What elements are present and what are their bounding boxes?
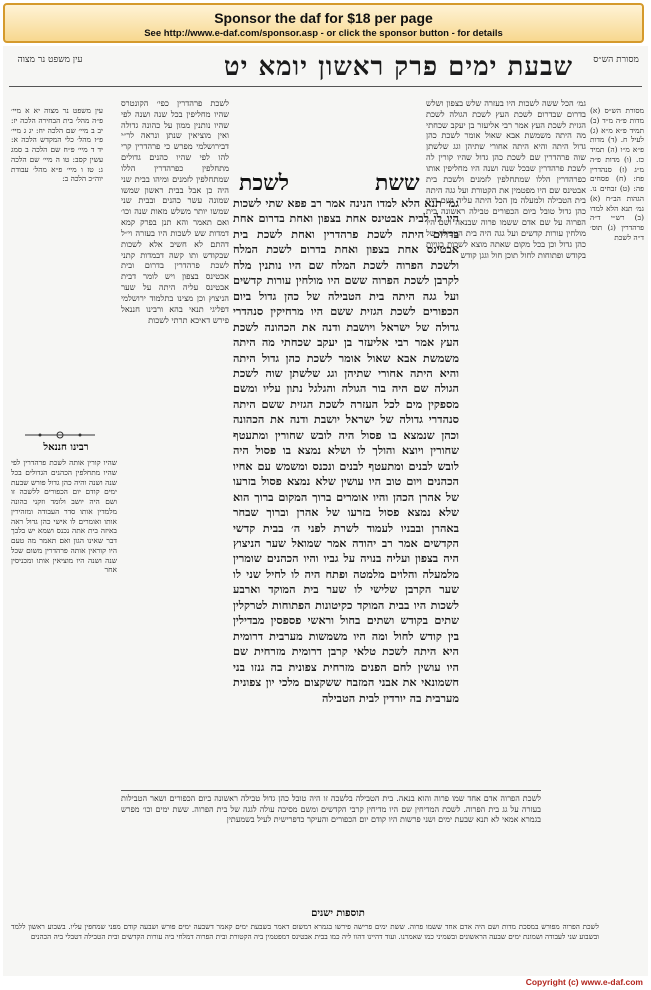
rabbenu-chananel-title: רבינו חננאל [43, 442, 89, 453]
tosafot-commentary: לשכת פרהדרין כפי׳ הקונטרס שהיו מחליפין בכל שנה ושנה לפי שהיו נותנין ממון על כהונה גדולה ואין מוציאין שנתן ונראה לר״י דבירושלמי מפרש כי פרהדרין קרי להו לפי שהיו כהנים גדולים מתחלפין כפרהדרין הללו שמתחלפין לזמנים ומיהו בבית שני היה כן אבל בבית ראשון שמשו שמונה עשר כהנים ובבית שני שמשו יותר משלש מאות שנה וכו׳ ואם תאמר והא תנן בפרק קמא דמדות שש לשכות היו בעזרה וי״ל דהתם לא חשיב אלא לשכות שבקודש ותו קשה דבמדות קתני לשכת פרהדרין בדרום ובית אבטינס בצפון ויש לומר דבית אבטינס עליה היתה על שער הניצוץ וכן מצינו בתלמוד ירושלמי דפליגי תנאי בהא ורבינו חננאל פירש דאיכא תרתי לשכות [121, 98, 229, 325]
ornament-divider [25, 430, 95, 440]
tosafot-yeshanim-title: תוספות ישנים [311, 908, 365, 919]
sponsor-banner-subtitle: See http://www.e-daf.com/sponsor.asp - or click the sponsor button - for details [144, 28, 503, 39]
gemara-text: גמ׳ תנא הלא למדו הנינה אמר רב פפא שתי לשכות היו לו לבית אבטינס אחת בצפון ואחת בדרום אחת בדרום היתה לשכת פרהדרין ואחת לשכת בית אבטינס אחת בצפון ואחת בדרום לשכת המלח ולשכת הפרוה לשכת המלח שם היו נותנין מלח לקרבן לשכת הפרוה ששם היו מולחין עורות קדשים ועל גגה היתה בית הטבילה של כהן גדול ביום הכפורים לשכת הגזית ששם היו מרחיקין סנהדרי גדולה של ישראל ויושבת ודנה את הכהונה לשכת העץ אמר רבי אליעזר בן יעקב שכחתי מה היתה משמשת אבא שאול אומר לשכת כהן גדול היתה והיא היתה אחורי שתיהן וגג שלשתן שוה לשכת הגולה שם היה בור הגולה והגלגל נתון עליו ומשם מספקין מים לכל העזרה לשכת הגזית ששם היתה סנהדרי גדולה של ישראל יושבת ודנה את הכהונה וכהן שנמצא בו פסול היה לובש שחורין ומתעטף שחורין ויוצא והולך לו ושלא נמצא בו פסול היה לובש לבנים ומתעטף לבנים ונכנס ומשמש עם אחיו הכהנים ויום טוב היו עושין שלא נמצא פסול בזרעו של אהרן הכהן והיו אומרים ברוך המקום ברוך הוא שלא נמצא פסול בזרעו של אהרן וברוך שבחר באהרן ובבניו לעמוד לשרת לפני ה׳ בבית קדשי הקדשים אמר רב יהודה אמר שמואל שער הניצוץ היה בצפון ועליה בנויה על גביו והיו הכהנים שומרין מלמעלה והלוים מלמטה ופתח היה לו לחיל שני לו שער הקרבן שלישי לו שער בית המוקד וארבע לשכות היו בבית המוקד כקיטונות הפתוחות לטרקלין שתים בקודש ושתים בחול וראשי פספסין מבדילין בין קודש לחול ומה היו משמשות מערבית דרומית היא היתה לשכת טלאי קרבן דרומית מזרחית שם היו עושין לחם הפנים מזרחית צפונית בה גנזו בני חשמונאי את אבני המזבח ששקצום מלכי יון צפונית מערבית בה יורדין לבית הטבילה [233, 196, 459, 705]
masoret-hashas-label: מסורת הש״ס [593, 55, 639, 65]
tosafot-yeshanim-text: לשכת הפרוה מפורש במסכת מדות ושם היה אדם אחד ששמו פרוה. ששת ימים פרישה פירשו בגמרא דמשום דאמר בשבעת ימים קאמר דשבעה ימים פורש ושבעה קודם מפני שמחפין עליו. בשבוע ראשון ללמד ובשבוע שני לעבודה ושמונת ימים שבעה הראשונים ובשמיני כמו שאמרנו. ועוד דהיינו דהוו ליה כמו בבית אבטינס דמפטמין ביה הקטורת ובית הפרוה דמלחי ביה עורות הקדשים ובית הטבילה דטבלי ביה הכהנים [11, 922, 599, 941]
sponsor-banner[interactable] [3, 3, 644, 43]
heading-rule [9, 86, 642, 87]
sponsor-banner-title: Sponsor the daf for $18 per page [214, 10, 433, 26]
rabbenu-chananel-text: שהיו קורין אותה לשכת פרהדרין לפי שהיו מתחלפין הכהנים הגדולים בכל שנה ושנה והיה כהן גדול פורש שבעת ימים קודם יום הכפורים ללשכה זו ושם היה יושב ולומד וזקני כהונה מלמדין אותו סדר העבודה ומזהירין אותו ואומרים לו אישי כהן גדול ראה באיזה בית אתה נכנס ושמא יש בלבך דבר שאינו הגון ואם תאמר מה טעם היו קוראין אותה פרהדרין משום שכל שנה ושנה היו מוציאין אותו ומכניסין אחר [11, 458, 117, 575]
ein-mishpat-column: עין משפט נר מצוה יא א מיי׳ פ״ה מהל׳ בית הבחירה הלכה יז: יב ב מיי׳ שם הלכה יח: יג ג מיי׳ פ״ז מהל׳ כלי המקדש הלכה א: יד ד מיי׳ פ״ח שם הלכה ב סמג עשין קסב: טו ה מיי׳ שם הלכה ג: טז ו מיי׳ פ״א מהל׳ עבודת יוה״כ הלכה ב: [11, 106, 103, 184]
talmud-page [3, 46, 648, 976]
lishkhat-opening-word: לשכת [239, 170, 290, 196]
page-heading: שבעת ימים פרק ראשון יומא יט [223, 52, 573, 82]
copyright-link[interactable]: Copyright (c) www.e-daf.com [525, 977, 643, 987]
rashi-commentary: גמ׳ הכל ששה לשכות היו בעזרה שלש בצפון ושלש בדרום שבדרום לשכת העץ לשכת הגולה לשכת הגזית לשכת העץ אמר רבי אליעזר בן יעקב שכחתי מה היתה משמשת אבא שאול אומר לשכת כהן גדול היתה והיא היתה אחורי שתיהן וגג שלשתן שוה פרהדרין שם לשכת כהן גדול שהיו קורין לה לשכת פרהדרין שבכל שנה ושנה היו מחליפין אותו כפרהדרין הללו שמתחלפין לזמנים ולשכת בית אבטינס שם היו מפטמין את הקטורת ועל גגה היתה בית הטבילה ולמעלה מן הכל היתה עליה ושם היה כהן גדול טובל ביום הכפורים טבילה ראשונה בית הפרוה על שם אדם ששמו פרוה שבנאה ושם היו מולחין עורות קדשים ועל גגה היה בית הטבילה של כהן גדול וכן בכל מקום שאתה מוצא לשכות בנויות בקודש ופתוחות לחול תוכן חול וגגן קודש [426, 98, 586, 260]
gemara-opening-word: ששת [375, 170, 420, 196]
ein-mishpat-label: עין משפט נר מצוה [17, 55, 83, 65]
lower-commentary: לשכת הפרוה אדם אחד שמו פרוה והוא בנאה. בית הטבילה בלשכה זו היה טובל כהן גדול טבילה ראשונה ביום הכפורים ושאר הטבילות בעזרה על גג בית הפרוה. לשכת המדיחין שם היו מדיחין קרבי הקדשים ומשם מסיבה עולה לגגה של בית הפרוה. ששת ימים וכו׳ מפרש בגמרא אמאי לא תנא שבעת ימים ושני פרשות היו קודם יום הכפורים והעיקר כדפרישית לעיל בשמעתין [121, 794, 541, 825]
masoret-hashas-column: מסורת הש״ס (א) מדות פ״ה מ״ד (ב) תמיד פ״א מ״א (ג) לעיל ח. (ד) מדות פ״א מ״ו (ה) תמיד כז. (ו) מדות פ״ה מ״ג (ז) סנהדרין פח: (ח) פסחים פה: (ט) זבחים נו. הגהות הב״ח (א) גמ׳ תנא הלא למדו (ב) רש״י ד״ה פרהדרין (ג) תוס׳ ד״ה לשכת [590, 106, 644, 242]
lower-rule [121, 790, 541, 791]
